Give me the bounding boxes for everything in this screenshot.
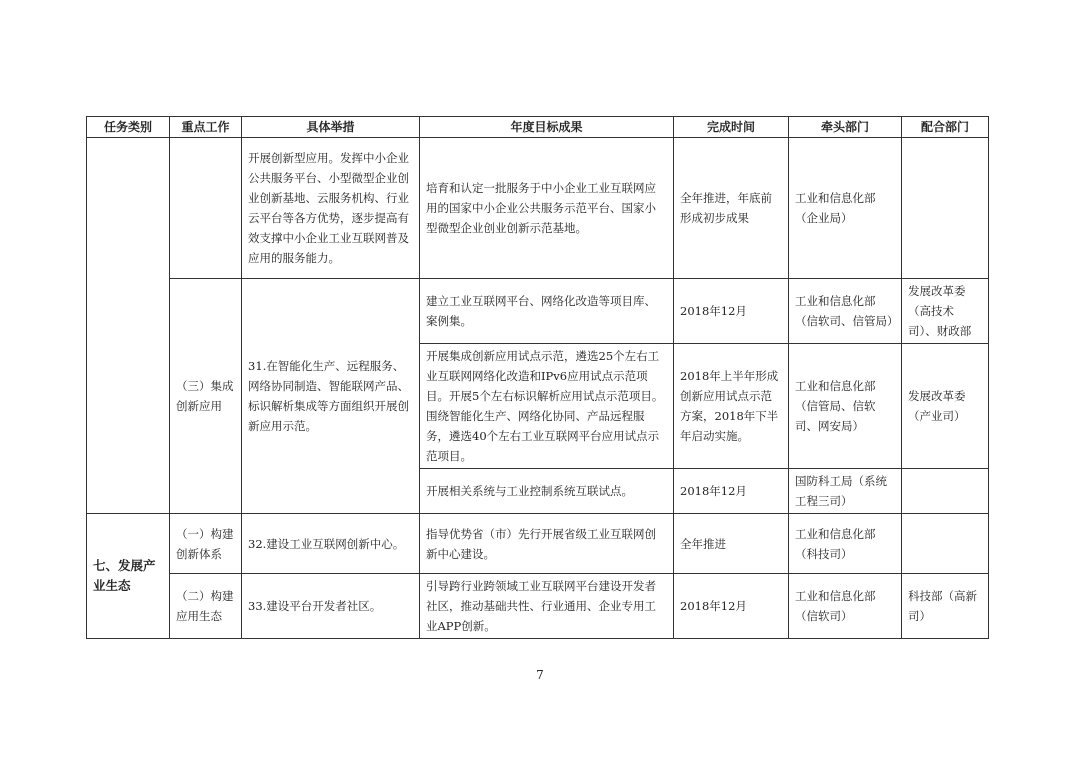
goal-cell: 开展相关系统与工业控制系统互联试点。 — [420, 469, 674, 514]
measures-cell: 开展创新型应用。发挥中小企业公共服务平台、小型微型企业创业创新基地、云服务机构、行业云平台等各方优势，逐步提高有效支撑中小企业工业互联网普及应用的服务能力。 — [242, 138, 420, 279]
lead-dept-cell: 工业和信息化部（企业局） — [789, 138, 902, 279]
key-work-cell-empty — [170, 138, 242, 279]
table-row — [87, 574, 989, 639]
time-cell: 2018年12月 — [674, 574, 789, 639]
lead-dept-cell: 工业和信息化部（科技司） — [789, 514, 902, 574]
lead-dept-cell: 工业和信息化部（信管局、信软司、网安局） — [789, 344, 902, 469]
time-cell: 2018年12月 — [674, 279, 789, 344]
goal-cell: 开展集成创新应用试点示范，遴选25个左右工业互联网网络化改造和IPv6应用试点示范项目。开展5个左右标识解析应用试点示范项目。围绕智能化生产、网络化协同、产品远程服务，遴选40个左右工业互联网平台应用试点示范项目。 — [420, 344, 674, 469]
key-work-cell: （一）构建创新体系 — [170, 514, 242, 574]
table-row — [87, 138, 989, 279]
coop-dept-cell: 科技部（高新司） — [902, 574, 989, 639]
category-cell-empty — [87, 138, 170, 514]
header-category: 任务类别 — [87, 117, 170, 138]
measures-cell: 33.建设平台开发者社区。 — [242, 574, 420, 639]
goal-cell: 建立工业互联网平台、网络化改造等项目库、案例集。 — [420, 279, 674, 344]
header-lead-dept: 牵头部门 — [789, 117, 902, 138]
lead-dept-cell: 工业和信息化部（信软司、信管局） — [789, 279, 902, 344]
category-cell: 七、发展产业生态 — [87, 514, 170, 639]
goal-cell: 培育和认定一批服务于中小企业工业互联网应用的国家中小企业公共服务示范平台、国家小型微型企业创业创新示范基地。 — [420, 138, 674, 279]
table-row — [87, 514, 989, 574]
header-annual-goal: 年度目标成果 — [420, 117, 674, 138]
measures-cell: 32.建设工业互联网创新中心。 — [242, 514, 420, 574]
header-key-work: 重点工作 — [170, 117, 242, 138]
key-work-cell: （二）构建应用生态 — [170, 574, 242, 639]
goal-cell: 指导优势省（市）先行开展省级工业互联网创新中心建设。 — [420, 514, 674, 574]
header-coop-dept: 配合部门 — [902, 117, 989, 138]
time-cell: 2018年上半年形成创新应用试点示范方案，2018年下半年启动实施。 — [674, 344, 789, 469]
coop-dept-cell — [902, 514, 989, 574]
coop-dept-cell — [902, 469, 989, 514]
page-number: 7 — [536, 668, 544, 682]
goal-cell: 引导跨行业跨领域工业互联网平台建设开发者社区，推动基础共性、行业通用、企业专用工业APP创新。 — [420, 574, 674, 639]
lead-dept-cell: 工业和信息化部（信软司） — [789, 574, 902, 639]
coop-dept-cell: 发展改革委（产业司） — [902, 344, 989, 469]
time-cell: 全年推进，年底前形成初步成果 — [674, 138, 789, 279]
lead-dept-cell: 国防科工局（系统工程三司） — [789, 469, 902, 514]
table-row — [87, 279, 989, 344]
header-completion-time: 完成时间 — [674, 117, 789, 138]
task-table — [86, 116, 989, 639]
time-cell: 全年推进 — [674, 514, 789, 574]
table-header-row — [87, 117, 989, 138]
time-cell: 2018年12月 — [674, 469, 789, 514]
key-work-cell: （三）集成创新应用 — [170, 279, 242, 514]
header-measures: 具体举措 — [242, 117, 420, 138]
coop-dept-cell — [902, 138, 989, 279]
coop-dept-cell: 发展改革委（高技术司）、财政部 — [902, 279, 989, 344]
measures-cell: 31.在智能化生产、远程服务、网络协同制造、智能联网产品、标识解析集成等方面组织开展创新应用示范。 — [242, 279, 420, 514]
